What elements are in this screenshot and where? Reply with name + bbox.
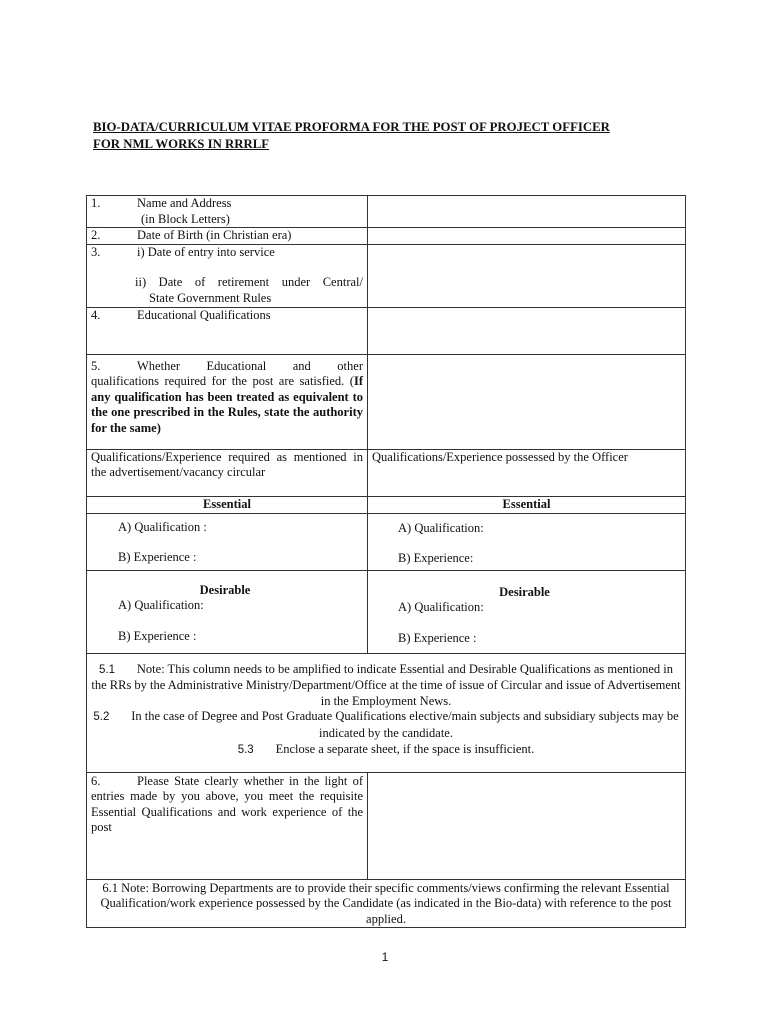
- note-6-1: 6.1 Note: Borrowing Departments are to provide their specific comments/views confirming the relevant Essential Qualification/work experience possessed by the Candidate (as indicated in the Bio-data) with reference to the post applied.: [87, 879, 686, 928]
- meets-requirements-question: Please State clearly whether in the light of entries made by you above, you meet the requisite Essential Qualifications and work experience of the post: [91, 773, 363, 835]
- note-text: In the case of Degree and Post Graduate Qualifications elective/main subjects and subsidiary subjects may be indicated by the candidate.: [131, 709, 679, 740]
- note-number: 5.2: [93, 711, 110, 724]
- title-line-2: FOR NML WORKS IN RRRLF: [93, 137, 270, 151]
- note-5-2: [91, 709, 681, 741]
- row-name-address: [87, 196, 686, 228]
- desirable-experience-required: B) Experience :: [118, 628, 197, 643]
- education-label: Educational Qualifications: [137, 307, 271, 322]
- row-service-dates: [87, 244, 686, 307]
- qualifications-satisfied-field[interactable]: [368, 354, 686, 449]
- required-qualifications-header: Qualifications/Experience required as mentioned in the advertisement/vacancy circular: [87, 449, 368, 496]
- meets-requirements-field[interactable]: [368, 772, 686, 879]
- dob-field[interactable]: [368, 228, 686, 245]
- equivalence-instruction: If any qualification has been treated as equivalent to the one prescribed in the Rules, state the authority for the same): [91, 374, 363, 435]
- row-qualifications-header: [87, 449, 686, 496]
- note-number: 5.1: [99, 663, 116, 676]
- row-qualifications-satisfied: [87, 354, 686, 449]
- row-date-of-birth: [87, 228, 686, 245]
- essential-experience-possessed: B) Experience:: [398, 551, 474, 566]
- essential-qualification-required: A) Qualification :: [118, 519, 207, 534]
- essential-heading-left: Essential: [87, 497, 367, 514]
- desirable-heading-right: Desirable: [499, 584, 550, 599]
- row-note-6-1: [87, 879, 686, 928]
- note-5-1: [91, 662, 681, 710]
- row-number: 3.: [91, 244, 101, 259]
- row-essential: [87, 496, 686, 570]
- page-number: 1: [381, 950, 389, 964]
- note-number: 5.3: [237, 743, 254, 756]
- retirement-date-label-cont: State Government Rules: [149, 290, 272, 305]
- row-number: 5.: [91, 358, 101, 373]
- row-educational-qualifications: [87, 307, 686, 354]
- essential-heading-right: Essential: [368, 497, 685, 514]
- row-desirable: [87, 570, 686, 653]
- service-dates-field[interactable]: [368, 244, 686, 307]
- row-number: 2.: [91, 228, 101, 243]
- name-address-field[interactable]: [368, 196, 686, 228]
- title-line-1: BIO-DATA/CURRICULUM VITAE PROFORMA FOR THE POST OF PROJECT OFFICER: [93, 120, 610, 134]
- note-text: Note: This column needs to be amplified to indicate Essential and Desirable Qualifications as mentioned in the RRs by the Administrative Ministry/Department/Office at the time of issue of Circular and issue of Advertisement in the Employment News.: [91, 661, 681, 708]
- document-title: [93, 119, 693, 153]
- possessed-qualifications-header: Qualifications/Experience possessed by the Officer: [368, 449, 686, 496]
- desirable-qualification-required: A) Qualification:: [118, 598, 204, 613]
- row-number: 4.: [91, 307, 101, 322]
- biodata-form-table: [86, 195, 686, 928]
- essential-qualification-possessed: A) Qualification:: [398, 520, 484, 535]
- essential-possessed-field[interactable]: [368, 514, 685, 570]
- row-number: 1.: [91, 196, 101, 210]
- essential-experience-required: B) Experience :: [118, 550, 197, 565]
- desirable-heading-left: Desirable: [199, 582, 251, 597]
- row-meets-requirements: [87, 772, 686, 879]
- entry-date-label: i) Date of entry into service: [137, 244, 275, 259]
- qualifications-question: Whether Educational and other qualifications required for the post are satisfied. (: [91, 358, 363, 389]
- row-number: 6.: [91, 773, 101, 788]
- desirable-experience-possessed: B) Experience :: [398, 630, 477, 645]
- note-5-3: [91, 742, 681, 759]
- education-field[interactable]: [368, 307, 686, 354]
- block-letters-hint: (in Block Letters): [141, 211, 230, 226]
- note-text: Enclose a separate sheet, if the space is insufficient.: [275, 741, 535, 756]
- desirable-qualification-possessed: A) Qualification:: [398, 600, 484, 615]
- dob-label: Date of Birth (in Christian era): [137, 228, 292, 243]
- row-notes: [87, 653, 686, 772]
- retirement-date-label: ii) Date of retirement under Central/: [135, 275, 363, 290]
- desirable-possessed-field[interactable]: [368, 570, 686, 653]
- name-address-label: Name and Address: [137, 196, 232, 210]
